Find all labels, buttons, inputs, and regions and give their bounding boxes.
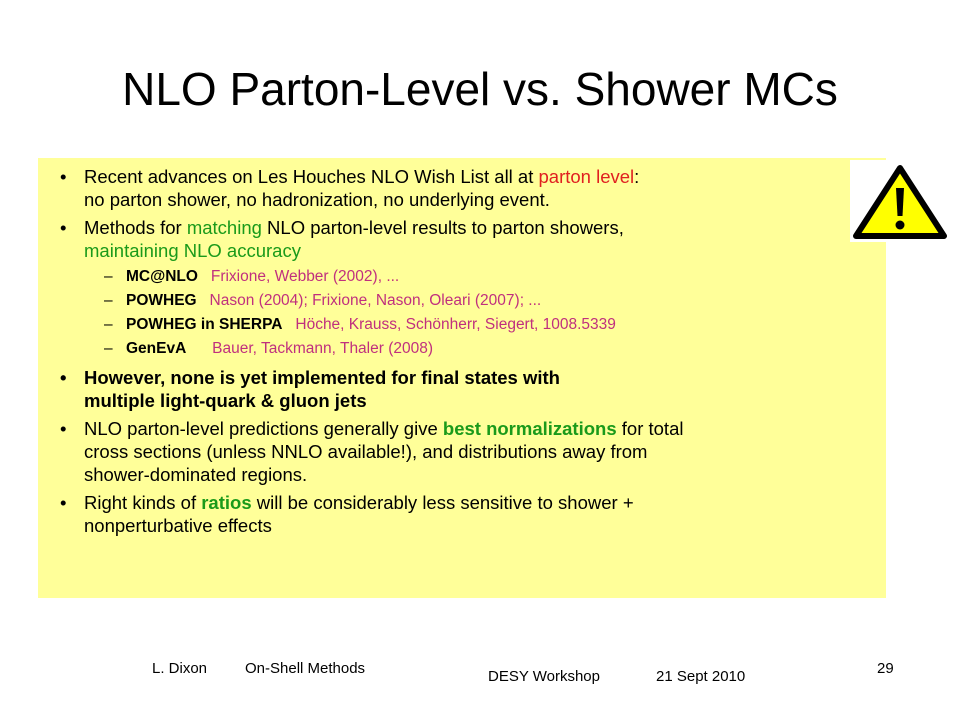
method-item: – GenEvA Bauer, Tackmann, Thaler (2008): [104, 340, 434, 357]
bullet-not-implemented: • However, none is yet implemented for final states with multiple light-quark & gluon jets: [60, 367, 560, 411]
method-item: – MC@NLO Frixione, Webber (2002), ...: [104, 268, 400, 285]
footer-talk: On-Shell Methods: [245, 660, 366, 677]
footer-author: L. Dixon: [152, 660, 208, 677]
page-number: 29: [877, 660, 894, 677]
bullet-marker: •: [60, 166, 67, 187]
bullet-marker: •: [60, 217, 67, 238]
slide-title: NLO Parton-Level vs. Shower MCs: [122, 63, 838, 115]
footer-date: 21 Sept 2010: [656, 668, 746, 685]
bullet-marker: •: [60, 418, 67, 439]
bullet-marker: •: [60, 367, 67, 388]
bullet-ratios: • Right kinds of ratios will be considerably less sensitive to shower + nonperturbative effects: [60, 492, 634, 536]
method-item: – POWHEG in SHERPA Höche, Krauss, Schönherr, Siegert, 1008.5339: [104, 316, 616, 333]
bullet-matching: • Methods for matching NLO parton-level results to parton showers, maintaining NLO accuracy: [60, 217, 624, 261]
bullet-parton-level: • Recent advances on Les Houches NLO Wish List all at parton level: no parton shower, no hadronization, no underlying event.: [60, 166, 640, 210]
bullet-list: [60, 165, 875, 542]
method-item: – POWHEG Nason (2004); Frixione, Nason, Oleari (2007); ...: [104, 292, 542, 309]
bullet-normalizations: • NLO parton-level predictions generally give best normalizations for total cross sections (unless NNLO available!), and distributions away from shower-dominated regions.: [60, 418, 684, 485]
footer-event: DESY Workshop: [488, 668, 600, 685]
bullet-marker: •: [60, 492, 67, 513]
